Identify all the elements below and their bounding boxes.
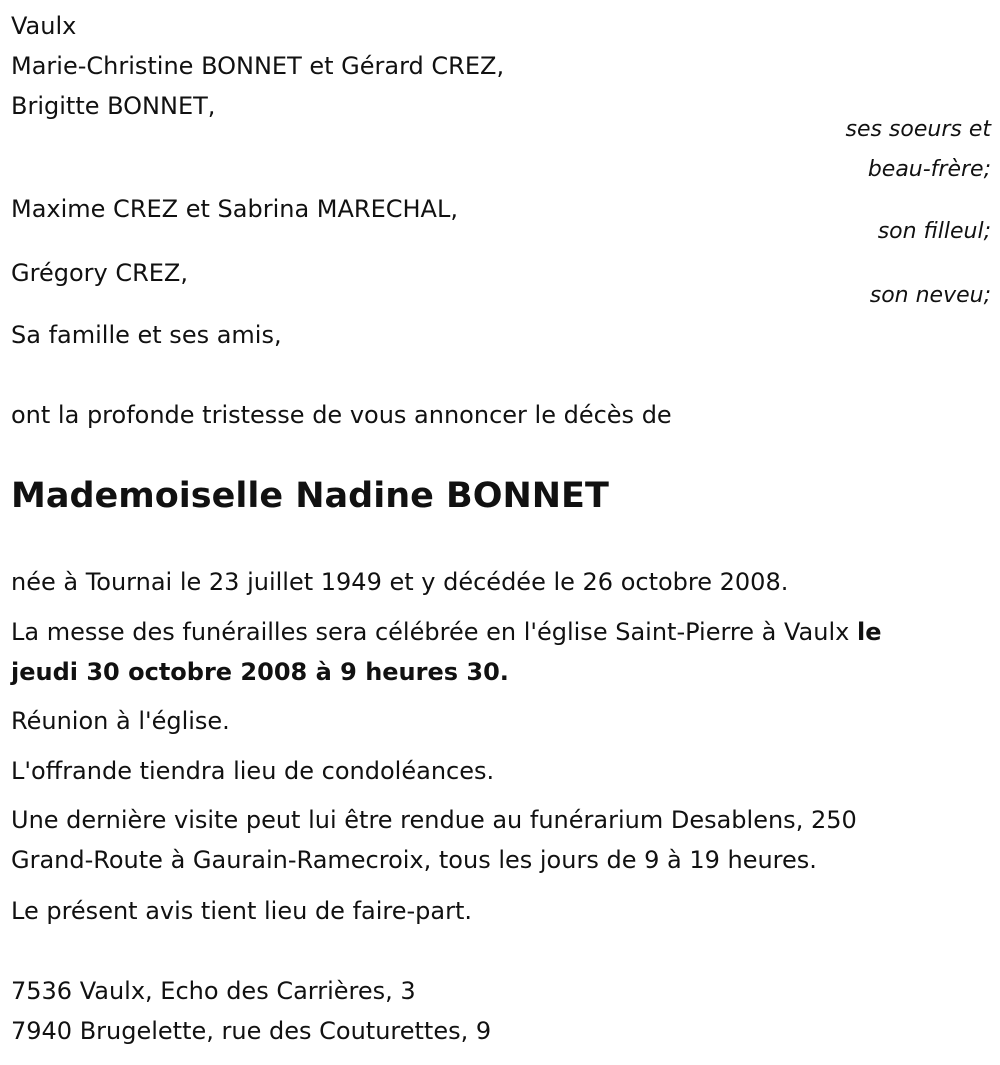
- address-line: 7940 Brugelette, rue des Couturettes, 9: [11, 1017, 492, 1045]
- relationship-label: son filleul;: [877, 219, 991, 244]
- relationship-label: son neveu;: [869, 283, 991, 308]
- meeting-text: Réunion à l'église.: [11, 707, 230, 735]
- family-member-line: Marie-Christine BONNET et Gérard CREZ,: [11, 52, 505, 80]
- relationship-label: beau-frère;: [867, 157, 991, 182]
- family-member-line: Sa famille et ses amis,: [11, 321, 282, 349]
- announcement-text: ont la profonde tristesse de vous annoncer le décès de: [11, 401, 672, 429]
- visit-text: Grand-Route à Gaurain-Ramecroix, tous les jours de 9 à 19 heures.: [11, 846, 817, 874]
- funeral-mass-text: [11, 617, 881, 647]
- family-member-line: Brigitte BONNET,: [11, 92, 216, 120]
- location-line: Vaulx: [11, 12, 77, 40]
- family-member-line: Maxime CREZ et Sabrina MARECHAL,: [11, 195, 458, 223]
- deceased-name-heading: Mademoiselle Nadine BONNET: [11, 476, 609, 516]
- funeral-mass-bold: le: [856, 618, 882, 646]
- notice-text: Le présent avis tient lieu de faire-part.: [11, 897, 473, 925]
- address-line: 7536 Vaulx, Echo des Carrières, 3: [11, 977, 416, 1005]
- offering-text: L'offrande tiendra lieu de condoléances.: [11, 757, 495, 785]
- family-member-line: Grégory CREZ,: [11, 259, 188, 287]
- visit-text: Une dernière visite peut lui être rendue au funérarium Desablens, 250: [11, 806, 857, 834]
- funeral-date-text: jeudi 30 octobre 2008 à 9 heures 30.: [11, 658, 509, 686]
- relationship-label: ses soeurs et: [845, 117, 991, 142]
- funeral-mass-plain: La messe des funérailles sera célébrée en l'église Saint-Pierre à Vaulx: [11, 618, 857, 646]
- birth-death-text: née à Tournai le 23 juillet 1949 et y décédée le 26 octobre 2008.: [11, 568, 789, 596]
